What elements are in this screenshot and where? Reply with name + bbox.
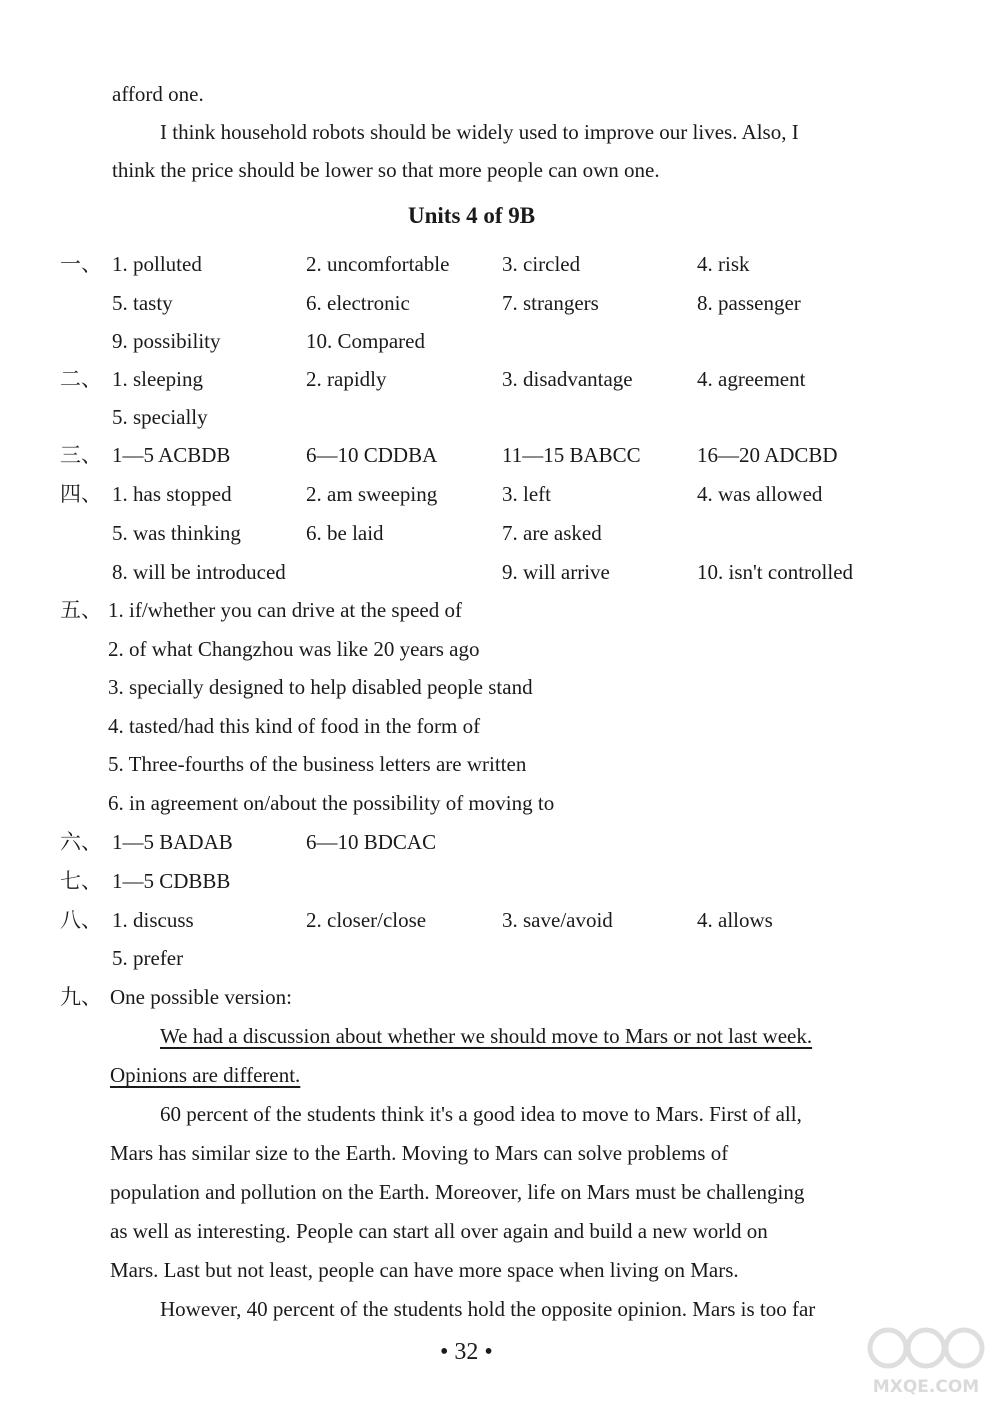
answer-item: 1. if/whether you can drive at the speed of — [108, 598, 462, 622]
answer-item: 9. possibility — [112, 329, 221, 353]
answer-item: 8. will be introduced — [112, 560, 286, 584]
answer-item: 6. electronic — [306, 291, 410, 315]
unit-title: Units 4 of 9B — [408, 203, 536, 228]
answer-item: 10. Compared — [306, 329, 425, 353]
answer-item: 2. am sweeping — [306, 482, 438, 506]
answer-item: 4. agreement — [697, 367, 806, 391]
answer-item: 2. uncomfortable — [306, 252, 450, 276]
answer-item: 1—5 BADAB — [112, 830, 233, 854]
section-5-number: 五、 — [60, 598, 102, 622]
watermark-logo — [866, 1326, 986, 1400]
answer-item: 3. left — [502, 482, 551, 506]
section-9-number: 九、 — [60, 985, 102, 1009]
answer-item: 16—20 ADCBD — [697, 443, 838, 467]
answer-item: 7. are asked — [502, 521, 602, 545]
answer-item: 9. will arrive — [502, 560, 610, 584]
section-8-number: 八、 — [60, 908, 102, 932]
section-7-number: 七、 — [60, 869, 102, 893]
answer-item: 3. circled — [502, 252, 581, 276]
section-6-number: 六、 — [60, 830, 102, 854]
answer-item: 8. passenger — [697, 291, 801, 315]
answer-item: 1—5 CDBBB — [112, 869, 231, 893]
page-number: • 32 • — [440, 1339, 493, 1365]
answer-item: 3. save/avoid — [502, 908, 613, 932]
answer-item: 5. Three-fourths of the business letters are written — [108, 752, 527, 776]
section-4-number: 四、 — [60, 482, 102, 506]
answer-item: 10. isn't controlled — [697, 560, 854, 584]
answer-item: 5. tasty — [112, 291, 173, 315]
answer-item: 6—10 BDCAC — [306, 830, 437, 854]
answer-item: 4. allows — [697, 908, 773, 932]
essay-line: 60 percent of the students think it's a good idea to move to Mars. First of all, — [160, 1102, 802, 1126]
answer-item: 4. was allowed — [697, 482, 823, 506]
intro-line-1: afford one. — [112, 82, 204, 106]
answer-item: 3. specially designed to help disabled people stand — [108, 675, 533, 699]
answer-item: 6. be laid — [306, 521, 384, 545]
watermark-text: MXQE.COM — [872, 1377, 980, 1397]
answer-item: 11—15 BABCC — [502, 443, 641, 467]
answer-item: 1. sleeping — [112, 367, 203, 391]
answer-item: 5. specially — [112, 405, 208, 429]
answer-item: 1. discuss — [112, 908, 194, 932]
section-3-number: 三、 — [60, 443, 102, 467]
answer-item: 1. has stopped — [112, 482, 232, 506]
essay-line: population and pollution on the Earth. Moreover, life on Mars must be challenging — [110, 1180, 805, 1204]
answer-item: 1—5 ACBDB — [112, 443, 231, 467]
answer-item: 6. in agreement on/about the possibility of moving to — [108, 791, 555, 815]
essay-line: as well as interesting. People can start all over again and build a new world on — [110, 1219, 768, 1243]
answer-item: 2. rapidly — [306, 367, 387, 391]
essay-line: However, 40 percent of the students hold the opposite opinion. Mars is too far — [160, 1297, 816, 1321]
answer-item: 5. was thinking — [112, 521, 241, 545]
answer-item: 7. strangers — [502, 291, 599, 315]
section-2-number: 二、 — [60, 367, 102, 391]
intro-line-2: I think household robots should be widely used to improve our lives. Also, I — [160, 120, 799, 144]
answer-item: 4. risk — [697, 252, 750, 276]
essay-line: Opinions are different. — [110, 1063, 301, 1087]
answer-item: 2. closer/close — [306, 908, 427, 932]
section-9-label: One possible version: — [110, 985, 292, 1009]
essay-line: Mars. Last but not least, people can have more space when living on Mars. — [110, 1258, 739, 1282]
answer-item: 5. prefer — [112, 946, 184, 970]
intro-line-3: think the price should be lower so that more people can own one. — [112, 158, 660, 182]
answer-item: 2. of what Changzhou was like 20 years ago — [108, 637, 480, 661]
answer-item: 1. polluted — [112, 252, 202, 276]
answer-item: 3. disadvantage — [502, 367, 633, 391]
essay-line: We had a discussion about whether we should move to Mars or not last week. — [160, 1024, 813, 1048]
essay-line: Mars has similar size to the Earth. Moving to Mars can solve problems of — [110, 1141, 729, 1165]
answer-item: 6—10 CDDBA — [306, 443, 438, 467]
answer-item: 4. tasted/had this kind of food in the form of — [108, 714, 481, 738]
section-1-number: 一、 — [60, 252, 102, 276]
